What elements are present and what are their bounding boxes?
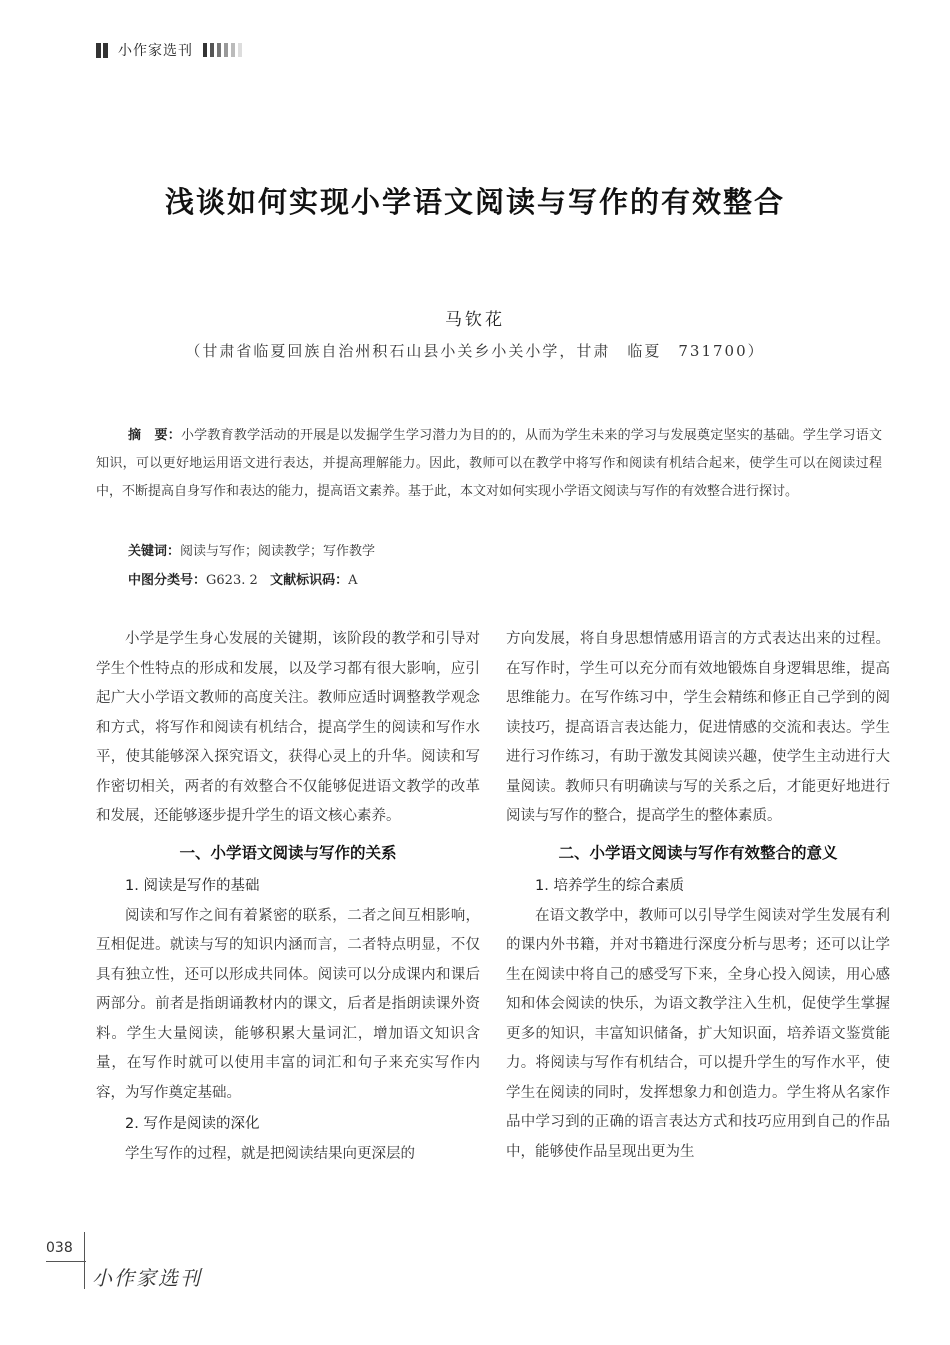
keywords xyxy=(128,540,375,559)
classification-label: 中图分类号： xyxy=(128,573,207,588)
intro-paragraph: 小学是学生身心发展的关键期，该阶段的教学和引导对学生个性特点的形成和发展，以及学习都有很大影响，应引起广大小学语文教师的高度关注。教师应适时调整教学观念和方式，将写作和阅读有机结合，提高学生的阅读和写作水平，使其能够深入探究语文，获得心灵上的升华。阅读和写作密切相关，两者的有效整合不仅能够促进语文教学的改革和发展，还能够逐步提升学生的语文核心素养。 xyxy=(96,631,480,824)
keywords-label: 关键词： xyxy=(128,544,181,559)
page-number: 038 xyxy=(46,1240,73,1256)
article-title: 浅谈如何实现小学语文阅读与写作的有效整合 xyxy=(164,185,785,219)
abstract xyxy=(96,422,882,506)
document-code-value: A xyxy=(348,573,358,588)
body-paragraph: 学生写作的过程，就是把阅读结果向更深层的 xyxy=(125,1146,415,1162)
footer-divider xyxy=(84,1232,85,1289)
subsection-heading: 1. 阅读是写作的基础 xyxy=(125,877,260,894)
header-bar-icon xyxy=(238,43,242,57)
section-heading: 一、小学语文阅读与写作的关系 xyxy=(179,843,397,862)
body-paragraph: 阅读和写作之间有着紧密的联系，二者之间互相影响，互相促进。就读与写的知识内涵而言，二者特点明显，不仅具有独立性，还可以形成共同体。阅读可以分成课内和课后两部分。前者是指朗诵教材内的课文，后者是指朗读课外资料。学生大量阅读，能够积累大量词汇，增加语文知识含量，在写作时就可以使用丰富的词汇和句子来充实写作内容，为写作奠定基础。 xyxy=(96,907,480,1101)
footer-divider xyxy=(46,1261,86,1262)
author-affiliation: （甘肃省临夏回族自治州积石山县小关乡小关小学，甘肃 临夏 731700） xyxy=(185,342,765,360)
journal-name: 小作家选刊 xyxy=(118,43,193,59)
header-bar-icon xyxy=(203,43,207,57)
header-bar-icon xyxy=(103,43,108,58)
right-column xyxy=(506,625,890,1167)
classification xyxy=(128,569,358,588)
classification-value: G623. 2 xyxy=(206,573,258,588)
subsection-heading: 1. 培养学生的综合素质 xyxy=(535,877,684,894)
section-heading: 二、小学语文阅读与写作有效整合的意义 xyxy=(558,843,838,862)
body-paragraph: 方向发展，将自身思想情感用语言的方式表达出来的过程。在写作时，学生可以充分而有效地锻炼自身逻辑思维，提高思维能力。在写作练习中，学生会精练和修正自己学到的阅读技巧，提高语言表达能力，促进情感的交流和表达。学生进行习作练习，有助于激发其阅读兴趣，使学生主动进行大量阅读。教师只有明确读与写的关系之后，才能更好地进行阅读与写作的整合，提高学生的整体素质。 xyxy=(506,631,890,824)
header-bar-icon xyxy=(96,43,101,58)
header-bar-icon xyxy=(210,43,214,57)
header-bar-icon xyxy=(231,43,235,57)
running-header xyxy=(96,40,245,60)
keywords-text: 阅读与写作；阅读教学；写作教学 xyxy=(180,544,376,559)
abstract-text: 小学教育教学活动的开展是以发掘学生学习潜力为目的的，从而为学生未来的学习与发展奠定坚实的基础。学生学习语文知识，可以更好地运用语文进行表达，并提高理解能力。因此，教师可以在教学中将写作和阅读有机结合起来，使学生可以在阅读过程中，不断提高自身写作和表达的能力，提高语文素养。基于此，本文对如何实现小学语文阅读与写作的有效整合进行探讨。 xyxy=(96,428,882,499)
body-paragraph: 在语文教学中，教师可以引导学生阅读对学生发展有利的课内外书籍，并对书籍进行深度分析与思考；还可以让学生在阅读中将自己的感受写下来，全身心投入阅读，用心感知和体会阅读的快乐，为语文教学注入生机，促使学生掌握更多的知识，丰富知识储备，扩大知识面，培养语文鉴赏能力。将阅读与写作有机结合，可以提升学生的写作水平，使学生在阅读的同时，发挥想象力和创造力。学生将从名家作品中学习到的正确的语言表达方式和技巧应用到自己的作品中，能够使作品呈现出更为生 xyxy=(506,907,890,1160)
document-code-label: 文献标识码： xyxy=(270,573,349,588)
header-bar-icon xyxy=(224,43,228,57)
journal-logo: 小作家选刊 xyxy=(92,1266,202,1290)
abstract-label: 摘 要： xyxy=(128,428,181,443)
subsection-heading: 2. 写作是阅读的深化 xyxy=(125,1116,260,1132)
header-bar-icon xyxy=(217,43,221,57)
left-column xyxy=(96,625,480,1170)
author-name: 马钦花 xyxy=(445,310,505,330)
